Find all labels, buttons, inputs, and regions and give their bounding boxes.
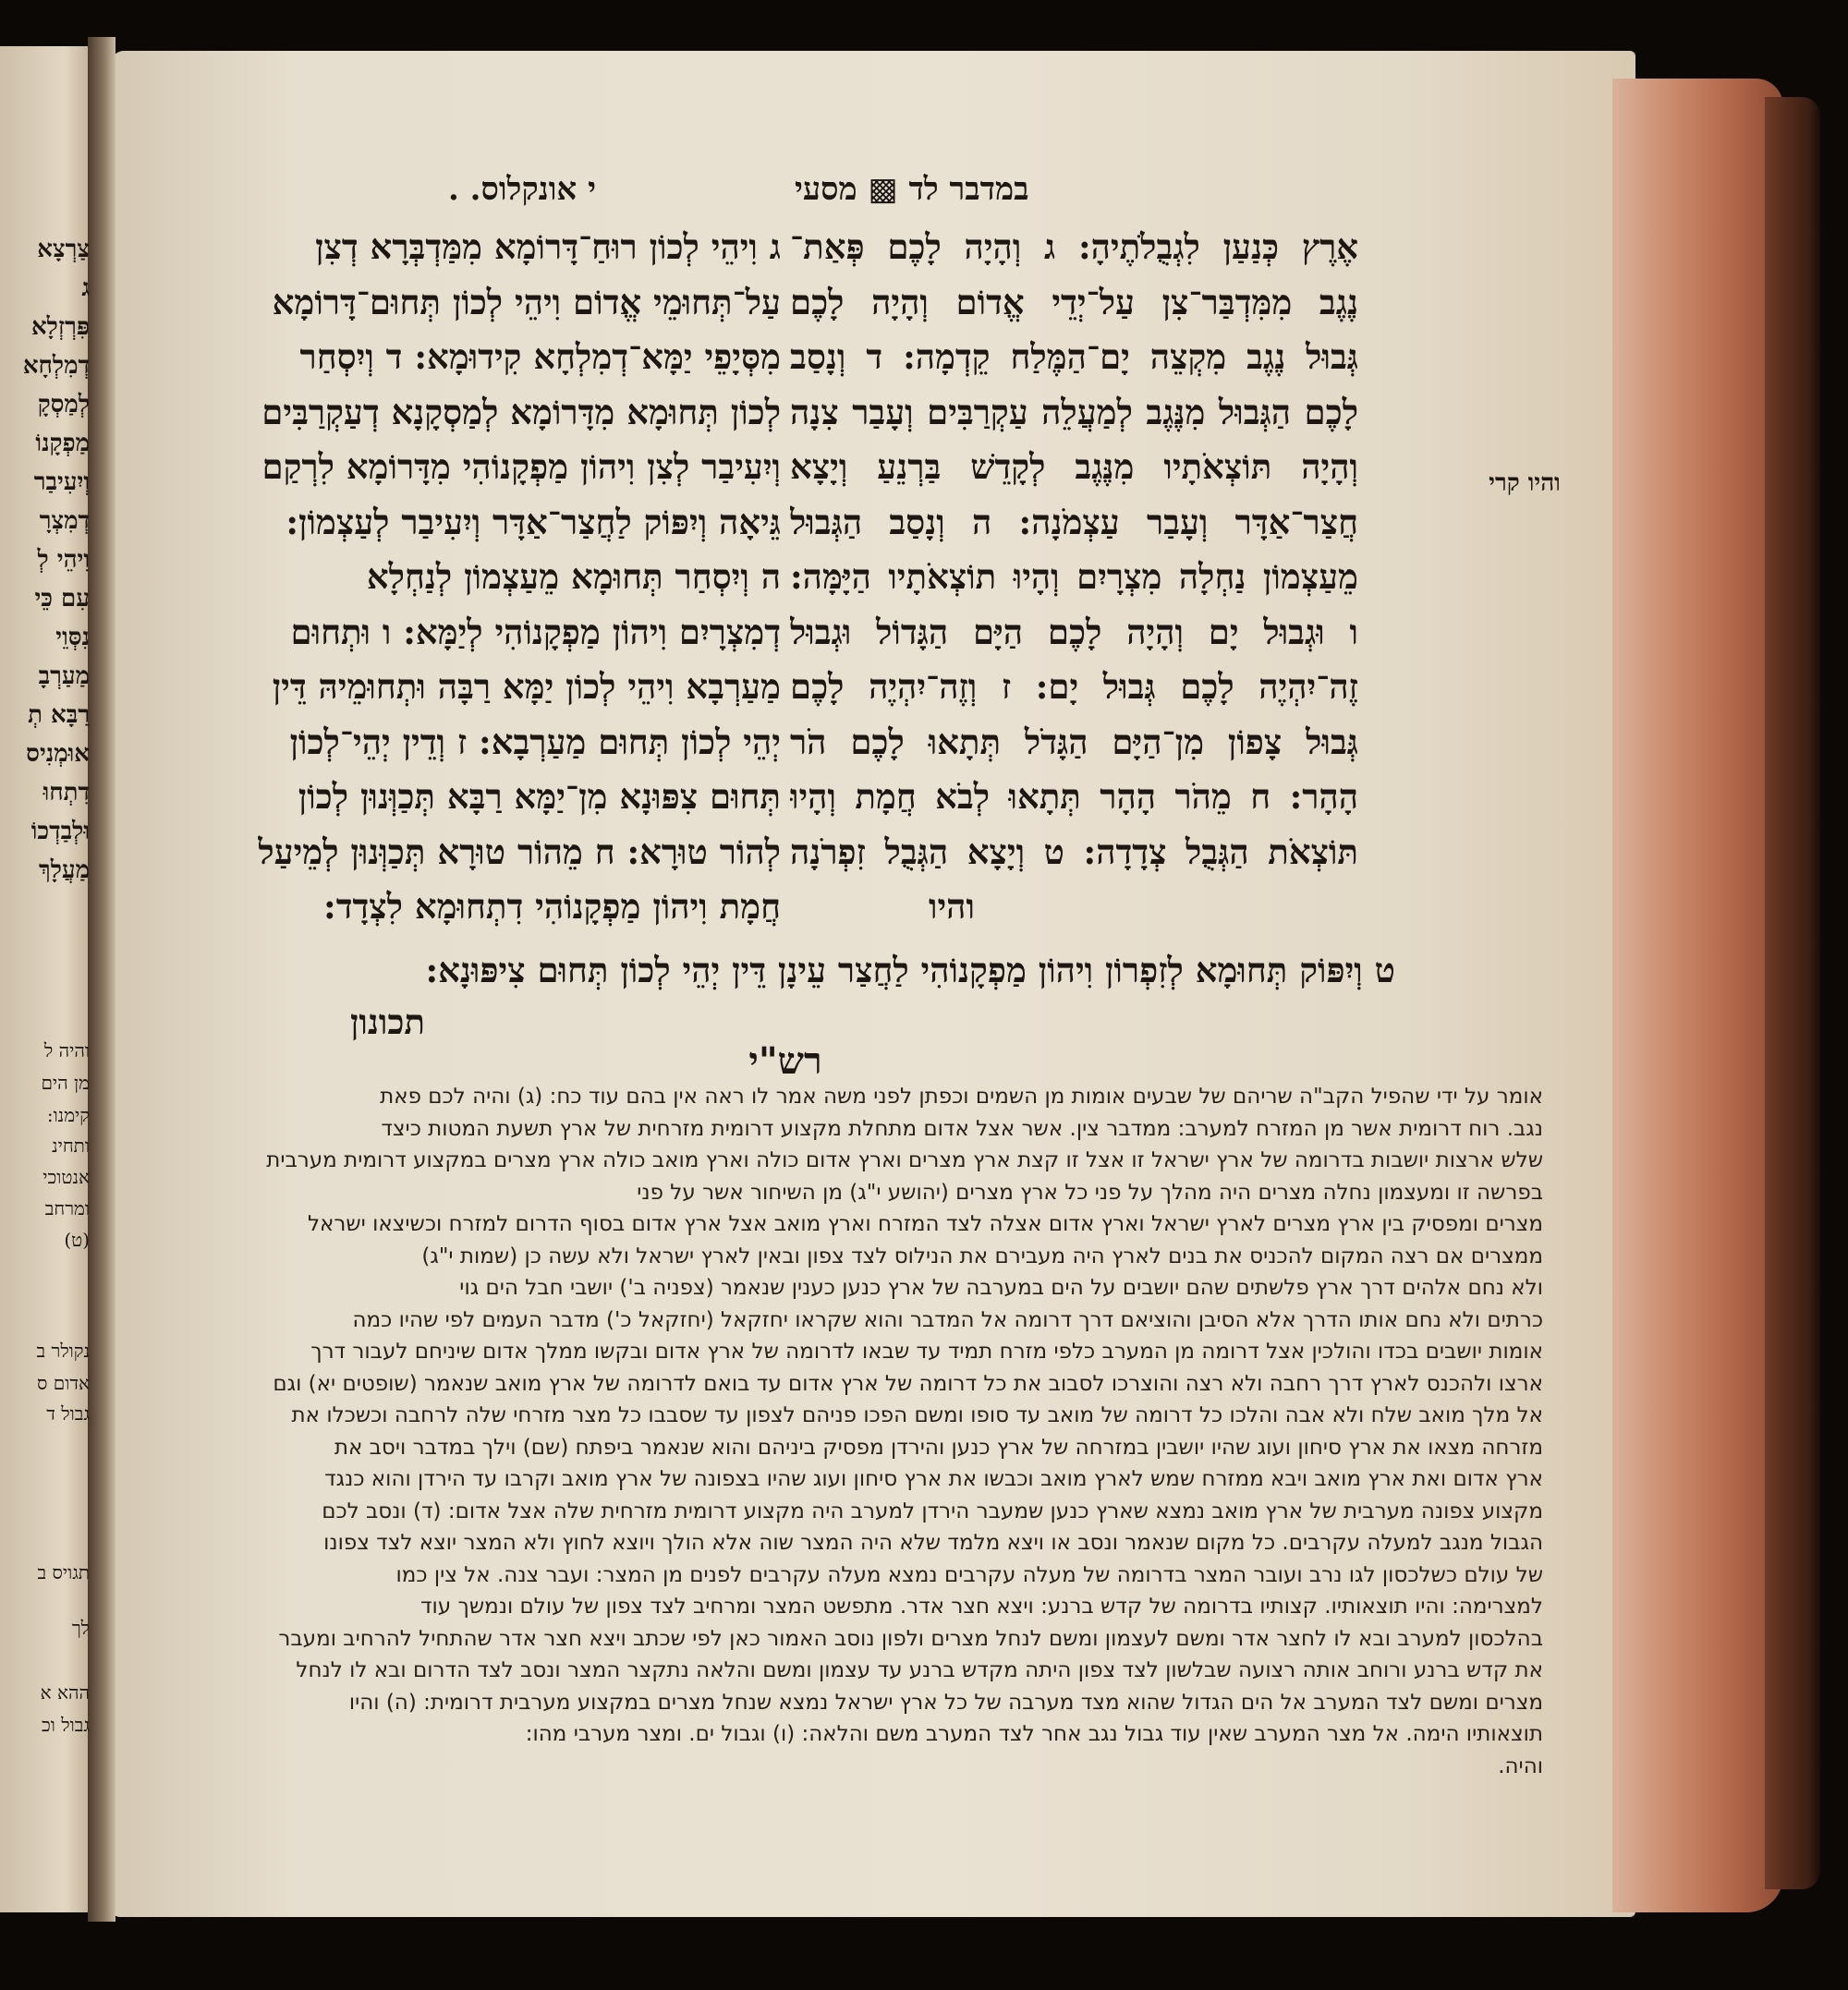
- rashi-line: שלש ארצות יושבות בדרומה של ארץ ישראל זו אצל זו קצת ארץ מצרים וארץ אדום כולה וארץ מואב כולה ארץ מצרים במקצוע דרומית מערבית: [266, 1148, 1543, 1172]
- left-page-fragment: אדום ס: [37, 1372, 90, 1394]
- targum-line: גֵּיאָה וְיִפּוֹק לַחֲצַר־אַדָּר וְיִעִיבַר לְעַצְמוֹן:: [286, 501, 781, 542]
- left-page-fragment: מַעֲלָךְ: [38, 856, 90, 884]
- rashi-line: אל מלך מואב שלח ולא אבה והלכו כל דרומה של מואב עד סופו ומשם הפכו פניהם לצפון עד שסבבו כל מצר מזרחי שלה לרחבה וכשכלו את: [291, 1403, 1543, 1427]
- targum-line: עַל־תְּחוּמֵי אֱדוֹם וִיהֵי לְכוֹן תְּחוּם־דָּרוֹמָא: [272, 281, 781, 322]
- left-page-fragment: וִיהֵי לְ: [37, 546, 90, 574]
- rashi-line: נגב. רוח דרומית אשר מן המזרח למערב: ממדבר צין. אשר אצל אדום מתחלת מקצוע דרומית מזרחית של ארץ תשעת המטות כיצד: [381, 1116, 1543, 1141]
- hebrew-line: חֲצַר־אַדָּר וְעָבַר עַצְמֹנָה: ה וְנָסַב הַגְּבוּל: [790, 501, 1358, 542]
- left-page-fragment: אנטוכי: [43, 1166, 90, 1188]
- targum-text-column: [129, 220, 781, 935]
- hebrew-line: ו וּגְבוּל יָם וְהָיָה לָכֶם הַיָּם הַגָּדוֹל וּגְבוּל: [790, 611, 1358, 652]
- left-page-fragment: (ט): [64, 1229, 90, 1251]
- rashi-heading: רש"י: [748, 1039, 822, 1083]
- targum-line: יְהֵי לְכוֹן תְּחוּם מַעַרְבָא: ז וְדֵין יְהֵי־לְכוֹן: [289, 721, 781, 762]
- hebrew-line: זֶה־יִהְיֶה לָכֶם גְּבוּל יָם: ז וְזֶה־יִהְיֶה לָכֶם: [790, 666, 1358, 707]
- targum-catchword: תכונון: [349, 1001, 425, 1042]
- targum-line: חֲמָת וִיהוֹן מַפְקָנוֹהִי דִתְחוּמָא לִצְדָד:: [323, 886, 781, 927]
- rashi-line: את קדש ברנע ורוחב אותה רצועה שבלשון לצד צפון היתה מקדש ברנע עד עצמון ומשם והלאה נתקצר המצר ונסב לצד הדרום ובא לו לנחל: [296, 1658, 1543, 1682]
- hebrew-line: גְּבוּל נֶגֶב מִקְצֵה יָם־הַמֶּלַח קֵדְמָה: ד וְנָסַב: [790, 336, 1358, 377]
- targum-line: מַעַרְבָא וִיהֵי לְכוֹן יַמָּא רַבָּה וּתְחוּמֵיהּ דֵּין: [272, 666, 781, 707]
- hebrew-text-column: [790, 220, 1358, 935]
- left-page-fragment: וְיִעִיבַר: [33, 468, 90, 496]
- left-page-fragment: נִסְּוֵי: [55, 624, 90, 651]
- targum-line: דְמִצְרָיִם וִיהוֹן מַפְקָנוֹהִי לְיַמָּא: ו וּתְחוּם: [290, 611, 781, 652]
- left-page-fragment: ג: [81, 274, 90, 302]
- rashi-line: בהלכסון למערב ובא לו לחצר אדר ומשם לעצמון ומשם לנחל מצרים ולפון נוסב האמור כאן לפי שכתב ויצא חצר אדר שהתחיל להרחיב ומעבר: [278, 1626, 1543, 1651]
- left-page-fragment: לְמַסְקָ: [37, 391, 90, 419]
- rashi-line: בפרשה זו ומעצמון נחלה מצרים היה מהלך על פני כל ארץ מצרים (יהושע י"ג) מן השיחור אשר על פני: [637, 1180, 1543, 1205]
- book-gutter: [88, 37, 116, 1922]
- page-fore-edge: [1612, 79, 1783, 1912]
- left-page-fragment: וּלְבַדְכוֹ: [30, 818, 90, 845]
- left-page-fragment: מַפְקָנוֹ: [35, 430, 90, 457]
- targum-line: ט וְיִפּוֹק תְּחוּמָא לְזִפְרוֹן וִיהוֹן מַפְקָנוֹהִי לַחֲצַר עֵינָן דֵּין יְהֵי לְכוֹן תְּחוּם צִיפּוּנָא:: [425, 950, 1395, 990]
- left-page-fragment: רַבָּא תְ: [28, 701, 90, 729]
- rashi-line: ארצו ולהכנס לארץ דרך רחבה ולא רצה והוצרכו לסבוב את כל דרומה של ארץ אדום עד בואם לדרומה של ארץ מואב שנאמר (שופטים יא) וגם: [273, 1371, 1543, 1396]
- left-page-fragment: עִם כֵּי: [34, 585, 90, 613]
- hebrew-catchword: והיו: [929, 886, 975, 927]
- targum-wide-lines: [139, 944, 1395, 1048]
- hebrew-line: מֵעַצְמוֹן נַחְלָה מִצְרָיִם וְהָיוּ תוֹצְאֹתָיו הַיָּמָּה:: [790, 556, 1358, 597]
- targum-line: וְיִעִיבַר לְצִן וִיהוֹן מַפְקָנוֹהִי מִדָּרוֹמָא לִרְקַם: [261, 446, 781, 487]
- rashi-line: כרתים ולא נחם אותו הדרך אלא הסיבן והוציאם דרך דרומה אל המדבר והוא שקראו יחזקאל (יחזקאל כ') מדבר העמים לפי שהיו כמה: [352, 1307, 1543, 1332]
- rashi-line: מצרים ומפסיק בין ארץ מצרים לארץ ישראל וארץ אדום אצלה לצד המזרח וארץ מואב אצל ארץ אדום בסוף הדרום למזרח וכשיצאו ישראל: [307, 1212, 1543, 1236]
- rashi-line: תוצאותיו הימה. אל מצר המערב שאין עוד גבול נגב אחר לצד המערב משם והלאה: (ו) וגבול ים. ומצר מערבי מהו:: [525, 1722, 1543, 1746]
- targum-line: ה וְיִסְחַר תְּחוּמָא מֵעַצְמוֹן לְנַחְלָא: [366, 556, 781, 597]
- margin-note-qere: והיו קרי: [1489, 469, 1561, 497]
- hebrew-line: גְּבוּל צָפוֹן מִן־הַיָּם הַגָּדֹל תְּתָאוּ לָכֶם הֹר: [790, 721, 1358, 762]
- hebrew-line: אֶרֶץ כְּנַעַן לִגְבֻלֹתֶיהָ: ג וְהָיָה לָכֶם פְּאַת־: [790, 226, 1358, 267]
- rashi-line: ולא נחם אלהים דרך ארץ פלשתים שהם יושבים על הים במערבה של ארץ כנען כענין שנאמר (צפניה ב') יושבי חבל הים גוי: [459, 1276, 1543, 1300]
- hebrew-line: לָכֶם הַגְּבוּל מִנֶּגֶב לְמַעֲלֵה עַקְרַבִּים וְעָבַר צִנָה: [790, 391, 1358, 432]
- left-page-fragment: לך: [71, 1617, 90, 1639]
- running-head-right: במדבר לד ▩ מסעי: [795, 171, 1029, 208]
- left-page-fragment: מן הים: [41, 1072, 90, 1094]
- hebrew-line: תּוֹצְאֹת הַגְּבֻל צְדָדָה: ט וְיָצָא הַגְּבֻל זִפְרֹנָה: [790, 831, 1358, 872]
- left-page-fragment: אוּמְנִיס: [26, 740, 90, 768]
- rashi-line: מצרים ומשם לצד המערב אל הים הגדול שהוא מצד מערבה של כל ארץ ישראל נמצא שנחל מצרים במקצוע מערבית דרומית: (ה) והיו: [348, 1690, 1543, 1715]
- left-page-fragment: נקולר ב: [36, 1340, 90, 1362]
- left-page-fragment: דִתְחוּ: [43, 779, 90, 807]
- left-page-fragment: מַעַרְבָ: [38, 662, 90, 690]
- rashi-line: והיה.: [1498, 1753, 1543, 1778]
- rashi-line: מקצוע צפונה מערבית של ארץ מואב נמצא שארץ כנען שמעבר הירדן למערב היה מקצוע דרומית מזרחית שלה אצל אדום: (ד) ונסב לכם: [322, 1499, 1543, 1523]
- hebrew-line: נֶגֶב מִמִּדְבַּר־צִן עַל־יְדֵי אֱדוֹם וְהָיָה לָכֶם: [790, 281, 1358, 322]
- targum-line: לְכוֹן תְּחוּמָא מִדָּרוֹמָא לְמַסְקָנָא דְעַקְרַבִּים: [261, 391, 781, 432]
- left-page-fragment: גבול וכ: [42, 1714, 90, 1736]
- left-page-fragment: פִּרְזְלָא: [30, 313, 90, 341]
- left-page-fragment: דְמִצְרָ: [39, 507, 90, 535]
- left-page-fragment: תגויס ב: [37, 1561, 90, 1584]
- left-page-fragment: צַרְצָא: [37, 236, 90, 263]
- rashi-line: ממצרים אם רצה המקום להכניס את בנים לארץ היה מעבירם את הנילוס לצד צפון ובאין לארץ ישראל ולא עשה כן (שמות י"ג): [421, 1244, 1543, 1268]
- left-page-fragment: דְמִלְחָא: [22, 352, 90, 380]
- running-head-left: י אונקלוס. .: [448, 171, 596, 208]
- left-page-fragment: גבול ד: [46, 1402, 90, 1425]
- targum-line: ג וִיהֵי לְכוֹן רוּחַ־דָּרוֹמָא מִמַּדְבְּרָא דְצִן: [315, 226, 781, 267]
- rashi-line: למצרימה: והיו תוצאותיו. קצותיו בדרומה של קדש ברנע: ויצא חצר אדר. מתפשט המצר ומרחיב לצד צפון של עולם ונמשך עוד: [419, 1595, 1543, 1619]
- left-page-fragment: ומרחב: [44, 1197, 90, 1219]
- left-page-fragment: ההא א: [40, 1681, 90, 1704]
- targum-line: מִסְּיָפֵי יַמָּא־דְמִלְחָא קִידוּמָא: ד וְיִסְחַר: [299, 336, 781, 377]
- left-page-fragment: קימנו:: [46, 1104, 90, 1126]
- hebrew-line: הָהָר: ח מֵהֹר הָהָר תְּתָאוּ לְבֹא חֲמָת וְהָיוּ: [790, 776, 1358, 817]
- rashi-commentary: [139, 1081, 1543, 1782]
- left-page-fragment: והיה ל: [43, 1039, 90, 1062]
- rashi-line: ארץ אדום ואת ארץ מואב ויבא ממזרח שמש לארץ מואב וכבשו את ארץ סיחון ועוג שהיו בצפונה של ארץ מואב וקרבו עד הירדן והוא כנגד: [324, 1467, 1543, 1491]
- rashi-line: הגבול מנגב למעלה עקרבים. כל מקום שנאמר ונסב או ויצא מלמד שלא היה המצר שוה אלא הולך ויוצא לחוץ ולא המצר יוצא לצד צפונו: [323, 1531, 1543, 1555]
- rashi-line: אומות יושבים בכדו והולכין אצל דרומה מן המערב כלפי מזרח תמיד עד שבאו לדרומה של ארץ אדום ובקשו ממלך אדום שיניחם לעבור דרך: [310, 1340, 1543, 1364]
- rashi-line: אומר על ידי שהפיל הקב"ה שריהם של שבעים אומות מן השמים וכפתן לפני משה אמר לו ראה אין בהם עוד כח: (ג) והיה לכם פאת: [380, 1085, 1543, 1109]
- targum-line: לְהוֹר טוּרָא: ח מֵהוֹר טוּרָא תְּכַוְּנוּן לְמֵיעַל: [258, 831, 781, 872]
- rashi-line: מזרחה מצאו את ארץ סיחון ועוג שהיו יושבין במזרחה של ארץ כנען והירדן מפסיק ביניהם והוא שנאמר ביפתח (שם) וילך במדבר ויסב את: [334, 1435, 1543, 1460]
- left-page-fragment: ותחינ: [52, 1135, 90, 1157]
- targum-line: תְּחוּם צִפּוּנָא מִן־יַמָּא רַבָּא תְּכַוְּנוּן לְכוֹן: [298, 776, 781, 817]
- rashi-line: של עולם כשלכסון לגו נרב ועובר המצר בדרומה של מעלה עקרבים נמצא מעלה עקרבים לפנים מן המצר: ועבר צנה. אל צין כמו: [395, 1562, 1543, 1587]
- hebrew-line: וְהָיָה תּוֹצְאֹתָיו מִנֶּגֶב לְקָדֵשׁ בַּרְנֵעַ וְיָצָא: [790, 446, 1358, 487]
